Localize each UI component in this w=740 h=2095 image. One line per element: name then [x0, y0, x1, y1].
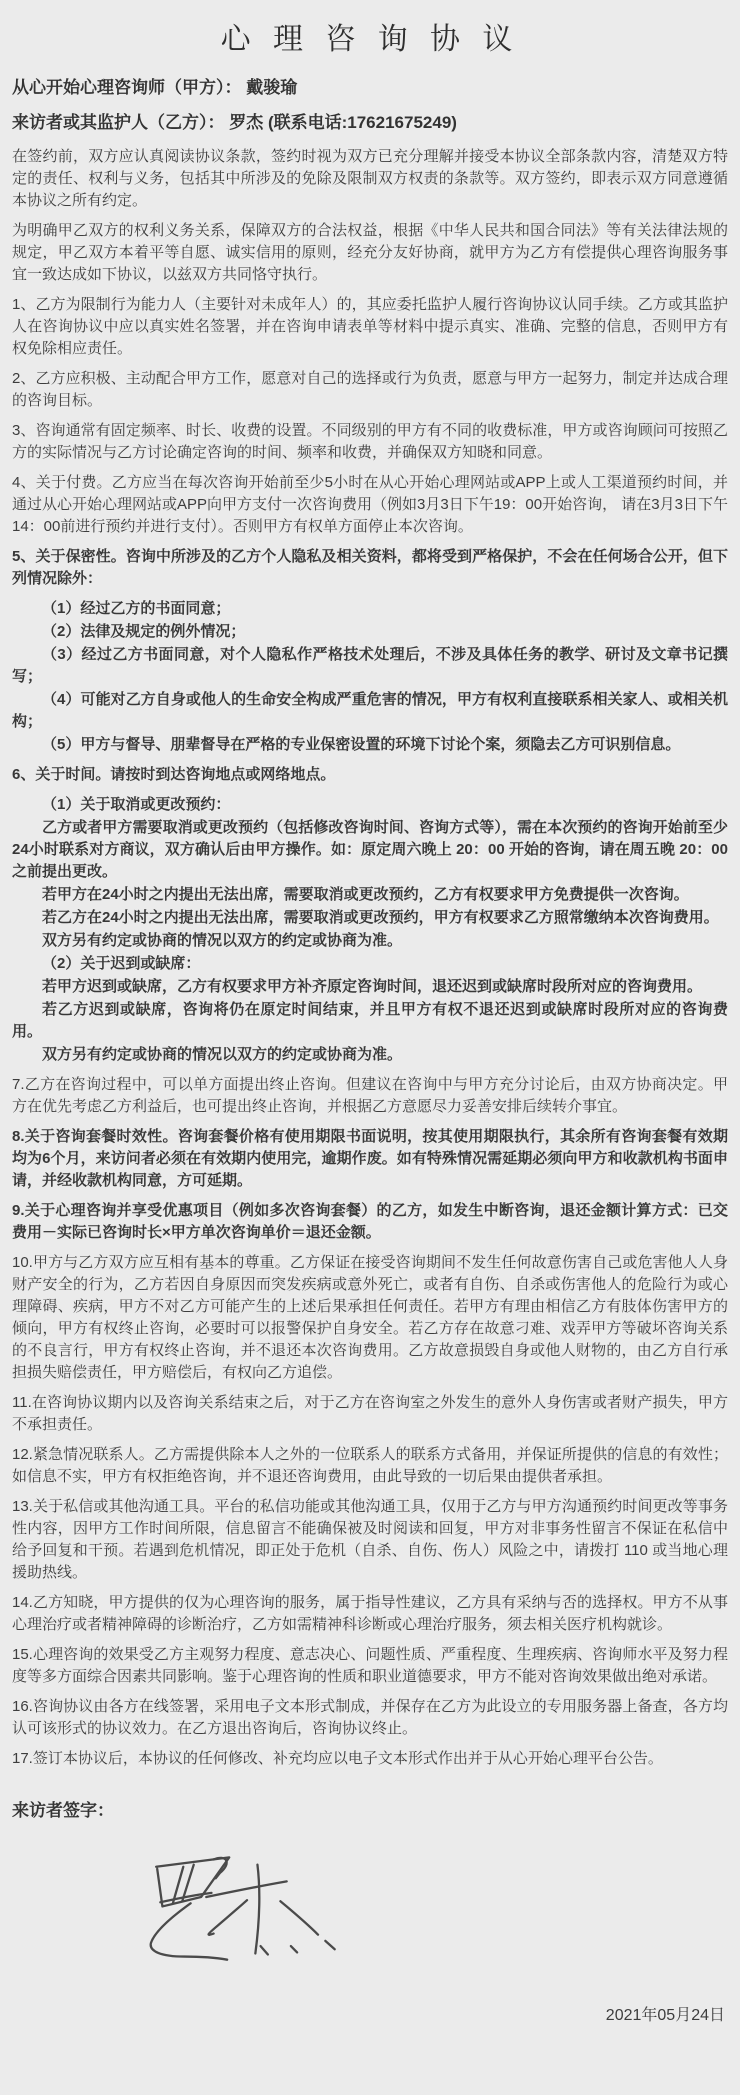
signature-stroke — [325, 1941, 334, 1949]
visitor-signature-drawing — [142, 1849, 352, 1967]
clause-6-item-2: （2）关于迟到或缺席： — [42, 955, 201, 972]
clause-6-item-1: （1）关于取消或更改预约： — [42, 796, 231, 813]
clause-6-item-1-text: 乙方或者甲方需要取消或更改预约（包括修改咨询时间、咨询方式等），需在本次预约的咨询开始前至少24小时联系对方商议，双方确认后由甲方操作。如：原定周六晚上 20：00 开始的咨询，请在周五晚 20：00 之前提出更改。 — [12, 819, 728, 880]
clause-11: 11.在咨询协议期内以及咨询关系结束之后，对于乙方在咨询室之外发生的意外人身伤害或者财产损失，甲方不承担责任。 — [12, 1394, 728, 1433]
clause-10: 10.甲方与乙方双方应互相有基本的尊重。乙方保证在接受咨询期间不发生任何故意伤害自己或危害他人人身财产安全的行为，乙方若因自身原因而突发疾病或意外死亡，或者有自伤、自杀或伤害他人的危险行为或心理障碍、疾病，甲方不对乙方可能产生的上述后果承担任何责任。若甲方有理由相信乙方有肢体伤害甲方的倾向，甲方有权终止咨询，必要时可以报警保护自身安全。若乙方存在故意刁难、戏弄甲方等破坏咨询关系的不良言行，甲方有权终止咨询，并不退还本次咨询费用。乙方故意损毁自身或他人财物的，由乙方自行承担损失赔偿责任，甲方赔偿后，有权向乙方追偿。 — [12, 1254, 728, 1381]
clause-6-item-1-text: 若乙方在24小时之内提出无法出席，需要取消或更改预约，甲方有权要求乙方照常缴纳本次咨询费用。 — [42, 909, 719, 926]
intro-paragraph: 为明确甲乙双方的权利义务关系，保障双方的合法权益，根据《中华人民共和国合同法》等有关法律法规的规定，甲乙双方本着平等自愿、诚实信用的原则，经充分友好协商，就甲方为乙方有偿提供心理咨询服务事宜一致达成如下协议，以兹双方共同恪守执行。 — [12, 222, 728, 283]
clause-15: 15.心理咨询的效果受乙方主观努力程度、意志决心、问题性质、严重程度、生理疾病、咨询师水平及努力程度等多方面综合因素共同影响。鉴于心理咨询的性质和职业道德要求，甲方不能对咨询效果做出绝对承诺。 — [12, 1646, 728, 1685]
signature-stroke — [280, 1901, 318, 1934]
signature-date: 2021年05月24日 — [605, 2007, 725, 2024]
clause-8: 8.关于咨询套餐时效性。咨询套餐价格有使用期限书面说明，按其使用期限执行，其余所有咨询套餐有效期均为6个月，来访问者必须在有效期内使用完，逾期作废。如有特殊情况需延期必须向甲方和收款机构书面申请，并经收款机构同意，方可延期。 — [12, 1128, 728, 1189]
signature-stroke — [291, 1946, 297, 1952]
party-b-line: 来访者或其监护人（乙方）： 罗杰 (联系电话:17621675249) — [12, 113, 457, 132]
clause-1: 1、乙方为限制行为能力人（主要针对未成年人）的，其应委托监护人履行咨询协议认同手续。乙方或其监护人在咨询协议中应以真实姓名签署，并在咨询申请表单等材料中提示真实、准确、完整的信息，否则甲方有权免除相应责任。 — [12, 296, 728, 357]
clause-13: 13.关于私信或其他沟通工具。平台的私信功能或其他沟通工具，仅用于乙方与甲方沟通预约时间更改等事务性内容，因甲方工作时间所限，信息留言不能确保被及时阅读和回复，甲方对非事务性留言不保证在私信中给予回复和干预。若遇到危机情况，即正处于危机（自杀、自伤、伤人）风险之中，请拨打 110 或当地心理援助热线。 — [12, 1498, 728, 1581]
signature-stroke — [255, 1865, 259, 1954]
clause-9: 9.关于心理咨询并享受优惠项目（例如多次咨询套餐）的乙方，如发生中断咨询，退还金额计算方式：已交费用－实际已咨询时长×甲方单次咨询单价＝退还金额。 — [12, 1202, 728, 1241]
party-a-line: 从心开始心理咨询师（甲方）： 戴骏瑜 — [12, 78, 298, 97]
clause-6-item-2-text: 若甲方迟到或缺席，乙方有权要求甲方补齐原定咨询时间，退还迟到或缺席时段所对应的咨询费用。 — [42, 978, 703, 995]
clause-5: 5、关于保密性。咨询中所涉及的乙方个人隐私及相关资料，都将受到严格保护，不会在任何场合公开，但下列情况除外： — [12, 548, 728, 587]
intro-paragraph: 在签约前，双方应认真阅读协议条款，签约时视为双方已充分理解并接受本协议全部条款内容，清楚双方特定的责任、权利与义务，包括其中所涉及的免除及限制双方权责的条款等。双方签约，即表示双方同意遵循本协议之所有约定。 — [12, 148, 728, 209]
clause-6-item-1-text: 若甲方在24小时之内提出无法出席，需要取消或更改预约，乙方有权要求甲方免费提供一次咨询。 — [42, 886, 689, 903]
clause-2: 2、乙方应积极、主动配合甲方工作，愿意对自己的选择或行为负责，愿意与甲方一起努力，制定并达成合理的咨询目标。 — [12, 370, 728, 409]
clause-7: 7.乙方在咨询过程中，可以单方面提出终止咨询。但建议在咨询中与甲方充分讨论后，由双方协商决定。甲方在优先考虑乙方利益后，也可提出终止咨询，并根据乙方意愿尽力妥善安排后续转介事宜。 — [12, 1076, 728, 1115]
signature-stroke — [206, 1881, 286, 1897]
clause-4: 4、关于付费。乙方应当在每次咨询开始前至少5小时在从心开始心理网站或APP上或人工渠道预约时间，并通过从心开始心理网站或APP向甲方支付一次咨询费用（例如3月3日下午19：00开始咨询， 请在3月3日下午14：00前进行预约并进行支付）。否则甲方有权单方面停止本次咨询。 — [12, 474, 728, 535]
page-title: 心 理 咨 询 协 议 — [220, 23, 520, 56]
clause-5-item-3: （3）经过乙方书面同意，对个人隐私作严格技术处理后，不涉及具体任务的教学、研讨及文章书记撰写； — [12, 646, 728, 685]
clause-3: 3、咨询通常有固定频率、时长、收费的设置。不同级别的甲方有不同的收费标准，甲方或咨询顾问可按照乙方的实际情况与乙方讨论确定咨询的时间、频率和收费，并确保双方知晓和同意。 — [12, 422, 728, 461]
clause-17: 17.签订本协议后，本协议的任何修改、补充均应以电子文本形式作出并于从心开始心理平台公告。 — [12, 1750, 663, 1767]
clause-5-item-4: （4）可能对乙方自身或他人的生命安全构成严重危害的情况，甲方有权利直接联系相关家人、或相关机构； — [12, 691, 728, 730]
clause-5-item-2: （2）法律及规定的例外情况； — [42, 623, 246, 640]
clause-6-item-2-text: 双方另有约定或协商的情况以双方的约定或协商为准。 — [42, 1046, 403, 1063]
clause-16: 16.咨询协议由各方在线签署，采用电子文本形式制成，并保存在乙方为此设立的专用服务器上备查，各方均认可该形式的协议效力。在乙方退出咨询后，咨询协议终止。 — [12, 1698, 728, 1737]
clause-12: 12.紧急情况联系人。乙方需提供除本人之外的一位联系人的联系方式备用，并保证所提供的信息的有效性；如信息不实，甲方有权拒绝咨询，并不退还咨询费用，由此导致的一切后果由提供者承担。 — [12, 1446, 728, 1485]
clause-5-item-1: （1）经过乙方的书面同意； — [42, 600, 231, 617]
signature-stroke — [151, 1903, 227, 1959]
clause-6-item-2-text: 若乙方迟到或缺席，咨询将仍在原定时间结束，并且甲方有权不退还迟到或缺席时段所对应的咨询费用。 — [12, 1001, 728, 1040]
signature-stroke — [209, 1900, 247, 1935]
clause-5-item-5: （5）甲方与督导、朋辈督导在严格的专业保密设置的环境下讨论个案，须隐去乙方可识别信息。 — [42, 736, 681, 753]
clause-6-item-1-text: 双方另有约定或协商的情况以双方的约定或协商为准。 — [42, 932, 403, 949]
visitor-signature-label: 来访者签字： — [12, 1801, 114, 1820]
clause-6: 6、关于时间。请按时到达咨询地点或网络地点。 — [12, 766, 336, 783]
signature-stroke — [261, 1946, 268, 1954]
clause-14: 14.乙方知晓，甲方提供的仅为心理咨询的服务，属于指导性建议，乙方具有采纳与否的选择权。甲方不从事心理治疗或者精神障碍的诊断治疗，乙方如需精神科诊断或心理治疗服务，须去相关医疗机构就诊。 — [12, 1594, 728, 1633]
